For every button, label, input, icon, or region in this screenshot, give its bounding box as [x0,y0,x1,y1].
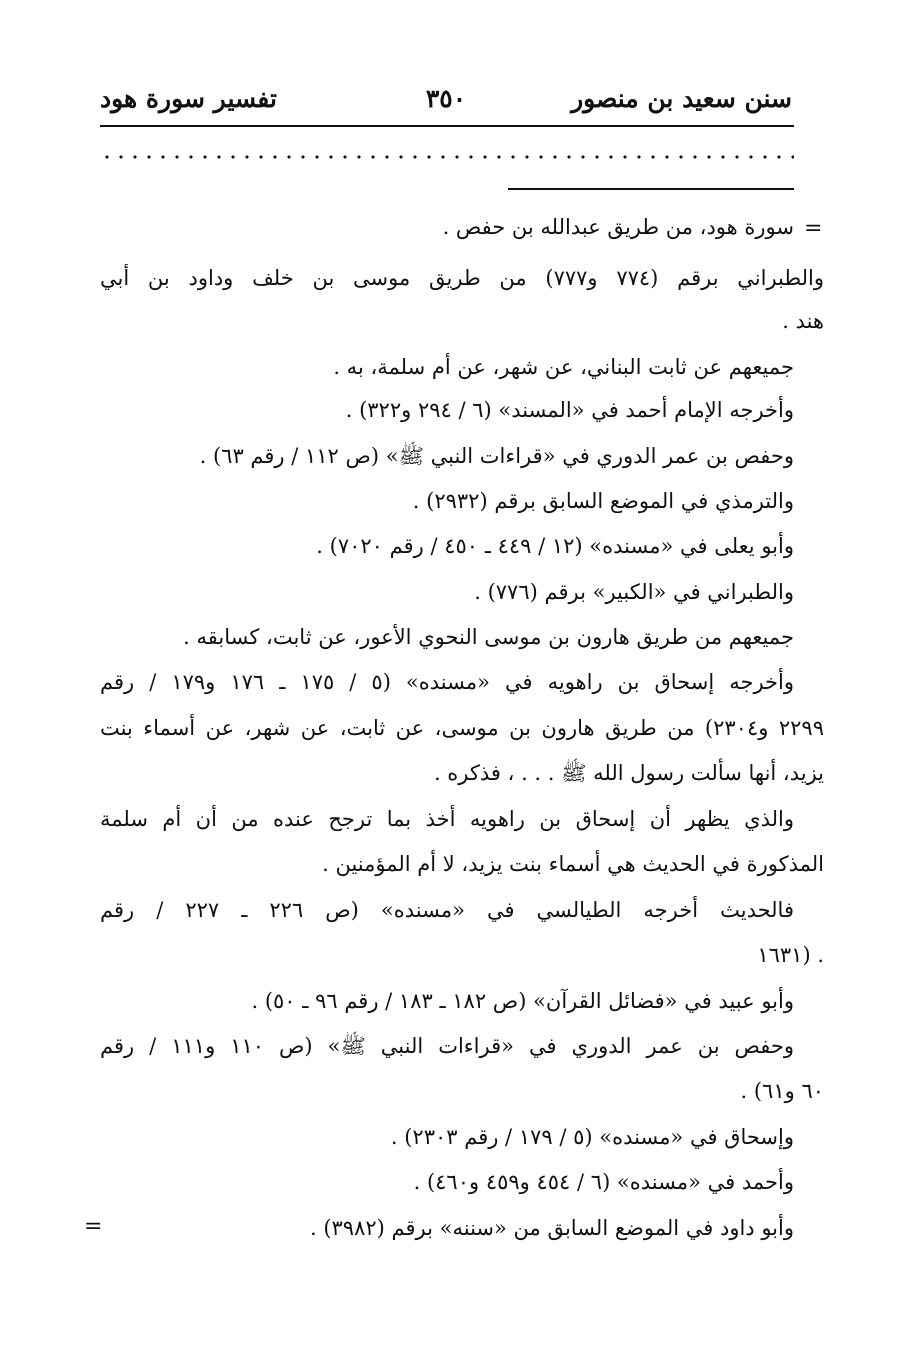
continuation-mark-bottom: = [84,1214,103,1239]
text-line-3: هند . [782,309,824,333]
footnote-rule [508,188,794,190]
text-line-22: وأحمد في «مسنده» (٦ / ٤٥٤ و٤٥٩ و٤٦٠) . [413,1170,794,1194]
running-header [100,84,792,124]
text-line-5: وأخرجه الإمام أحمد في «المسند» (٦ / ٢٩٤ و٣٢٢) . [345,398,794,422]
continuation-mark-top: = [804,216,823,241]
text-line-19: وحفص بن عمر الدوري في «قراءات النبي ﷺ» (ص ١١٠ و١١١ / رقم [100,1034,794,1058]
text-line-11: وأخرجه إسحاق بن راهويه في «مسنده» (٥ / ١٧٥ ـ ١٧٦ و١٧٩ / رقم [100,670,794,694]
text-line-18: وأبو عبيد في «فضائل القرآن» (ص ١٨٢ ـ ١٨٣ / رقم ٩٦ ـ ٥٠) . [251,989,794,1013]
text-line-17: ١٦٣١) . [757,943,824,967]
text-line-7: والترمذي في الموضع السابق برقم (٢٩٣٢) . [412,489,794,513]
text-line-16: فالحديث أخرجه الطيالسي في «مسنده» (ص ٢٢٦ ـ ٢٢٧ / رقم [100,898,794,922]
text-line-23: وأبو داود في الموضع السابق من «سننه» برقم (٣٩٨٢) . [309,1216,794,1240]
text-line-6: وحفص بن عمر الدوري في «قراءات النبي ﷺ» (ص ١١٢ / رقم ٦٣) . [199,444,794,468]
text-line-8: وأبو يعلى في «مسنده» (١٢ / ٤٤٩ ـ ٤٥٠ / رقم ٧٠٢٠) . [316,534,794,558]
text-line-1: سورة هود، من طريق عبدالله بن حفص . [442,215,794,239]
text-line-9: والطبراني في «الكبير» برقم (٧٧٦) . [474,580,794,604]
text-line-10: جميعهم من طريق هارون بن موسى النحوي الأعور، عن ثابت، كسابقه . [183,625,794,649]
text-line-4: جميعهم عن ثابت البناني، عن شهر، عن أم سلمة، به . [333,355,794,379]
book-title: سنن سعيد بن منصور [571,84,792,113]
text-line-15: المذكورة في الحديث هي أسماء بنت يزيد، لا أم المؤمنين . [322,852,824,876]
text-line-14: والذي يظهر أن إسحاق بن راهويه أخذ بما ترجح عنده من أن أم سلمة [100,807,794,831]
dotted-divider [100,152,794,162]
text-line-21: وإسحاق في «مسنده» (٥ / ١٧٩ / رقم ٢٣٠٣) . [390,1125,794,1149]
text-line-2: والطبراني برقم (٧٧٤ و٧٧٧) من طريق موسى بن خلف وداود بن أبي [100,266,824,290]
text-line-13: يزيد، أنها سألت رسول الله ﷺ . . . ، فذكره . [433,761,824,785]
header-rule [100,125,794,127]
chapter-title: تفسير سورة هود [100,84,277,113]
text-line-20: ٦٠ و٦١) . [740,1079,824,1103]
page-number: ٣٥٠ [425,84,467,113]
text-line-12: ٢٢٩٩ و٢٣٠٤) من طريق هارون بن موسى، عن ثابت، عن شهر، عن أسماء بنت [100,716,824,740]
